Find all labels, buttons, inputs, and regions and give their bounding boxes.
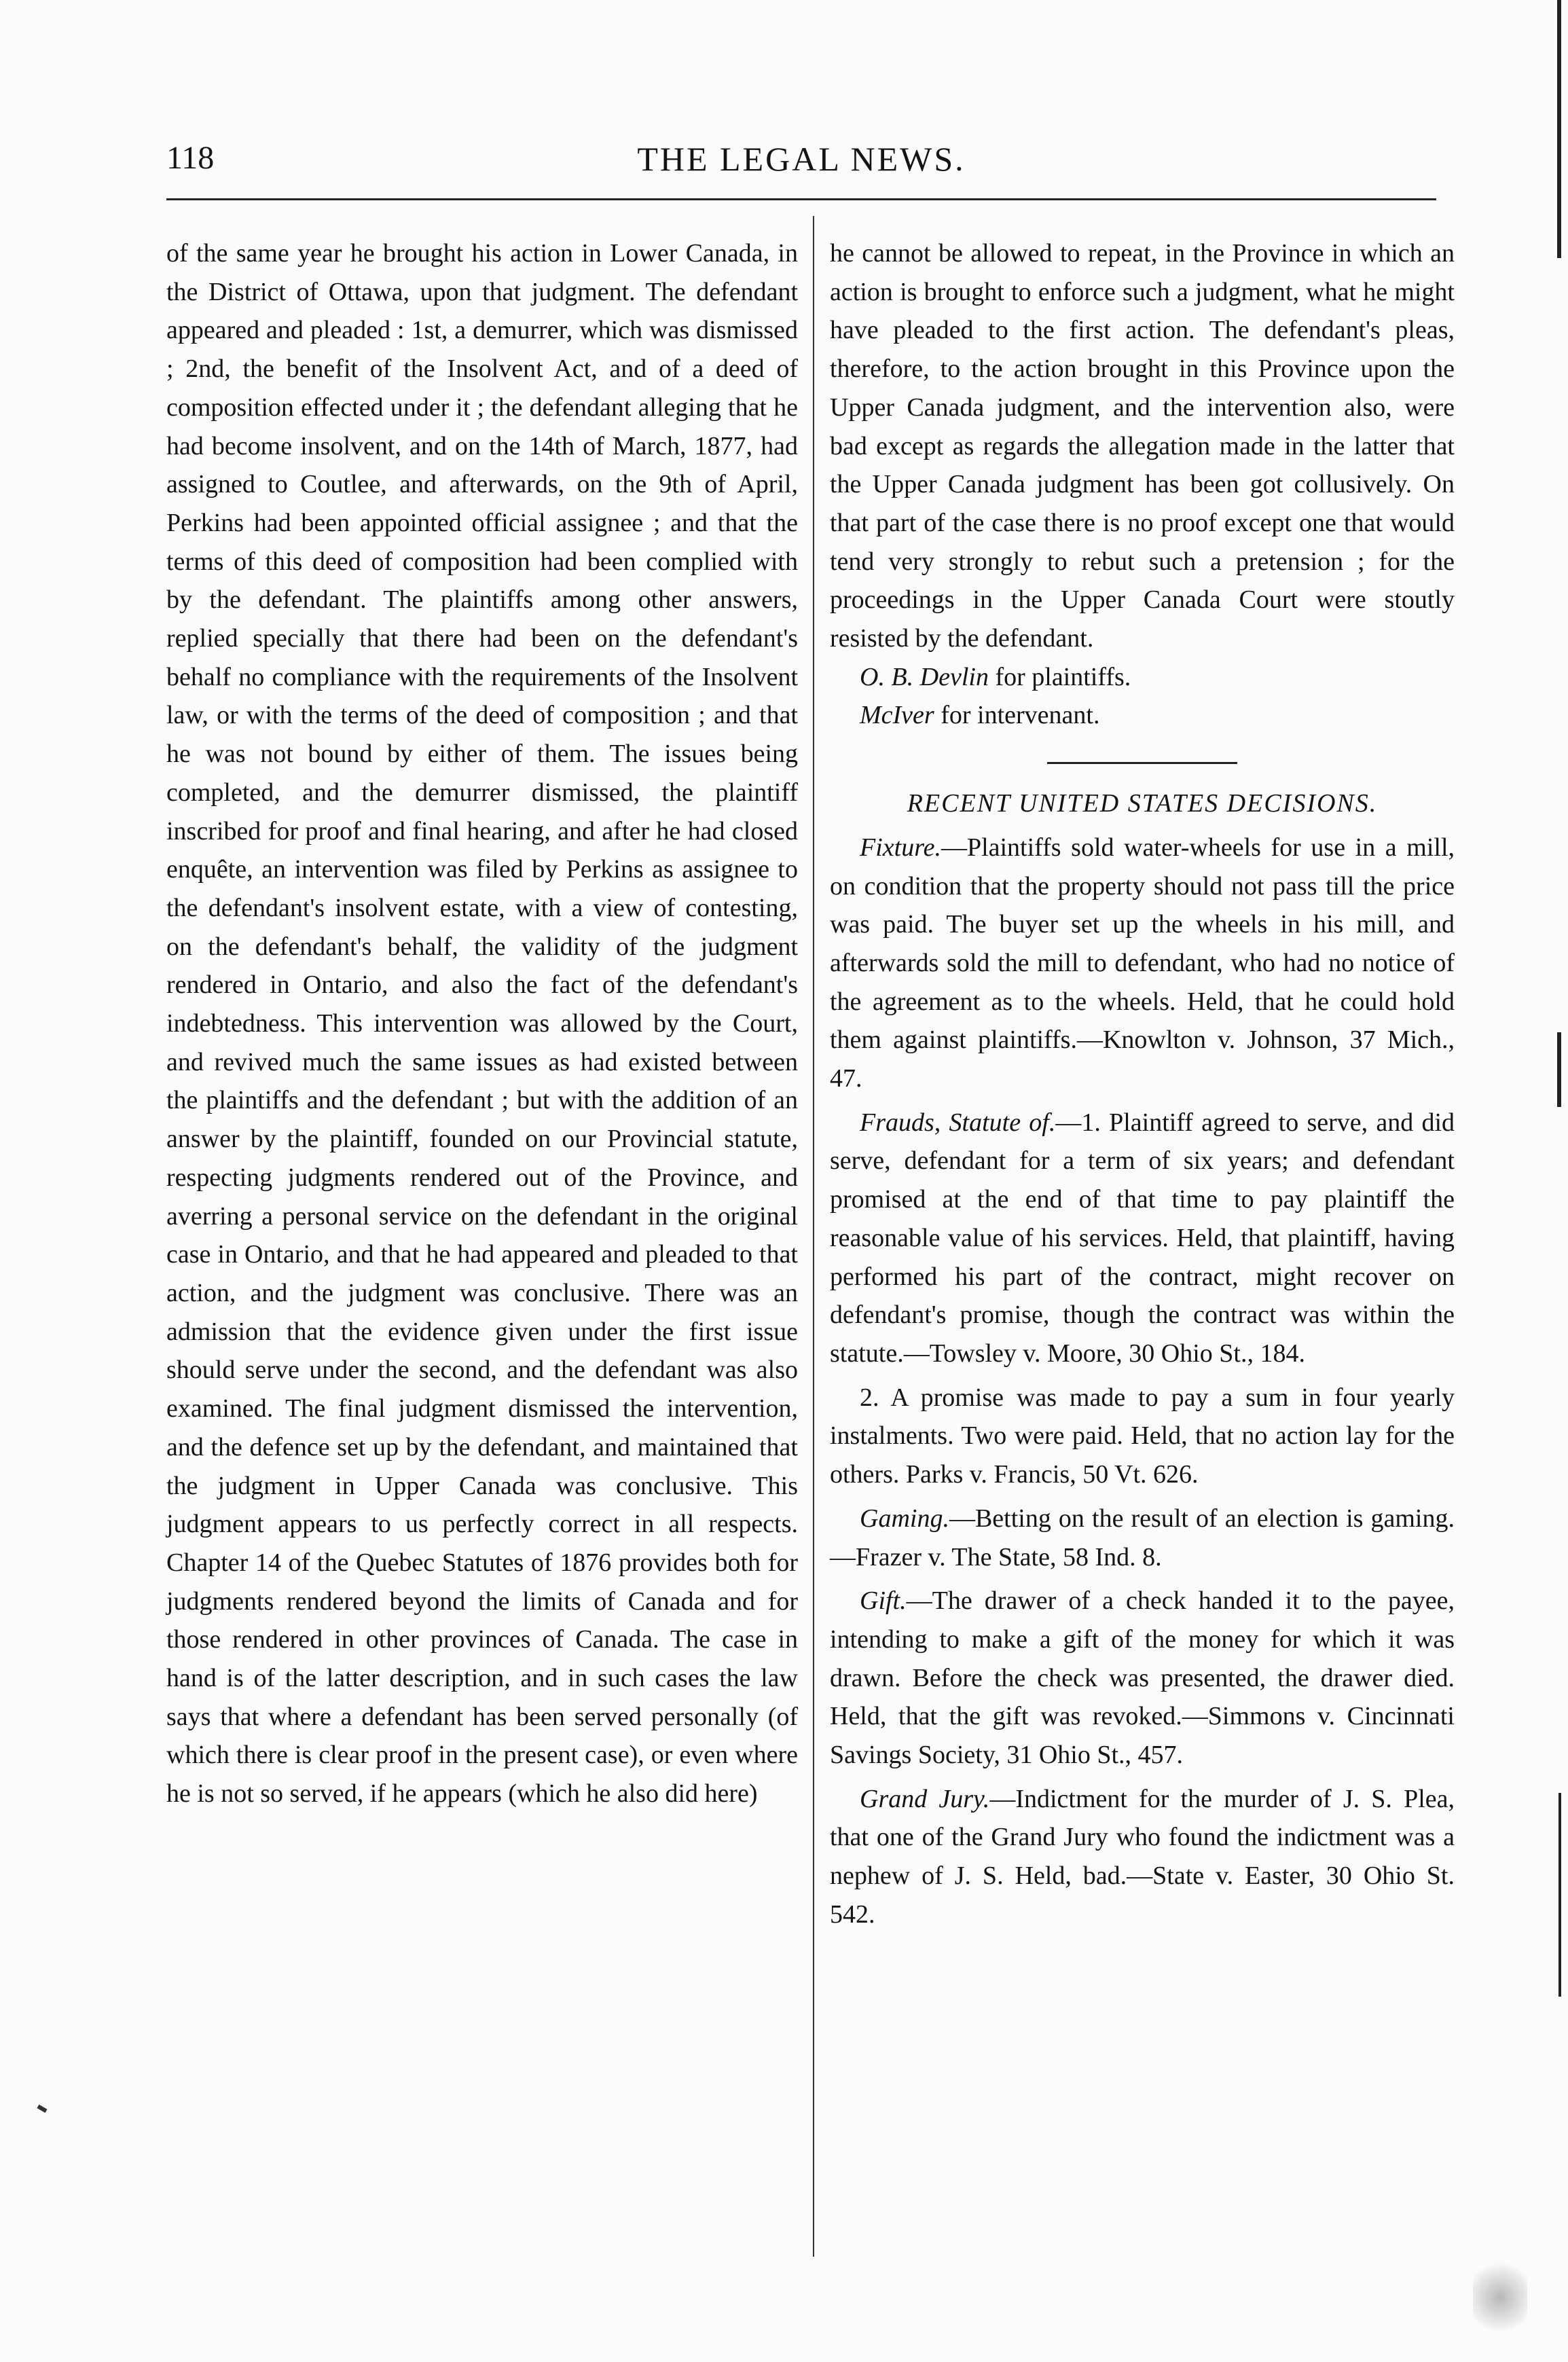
section-heading: RECENT UNITED STATES DECISIONS. — [907, 789, 1378, 818]
decision-head: Grand Jury. — [860, 1784, 990, 1813]
decision-text: —Indictment for the murder of J. S. Plea, that one of the Grand Jury who found the indictment was a nephew of J. S. Held, bad.—State v. Easter, 30 Ohio St. 542. — [830, 1784, 1455, 1929]
scan-edge-mark — [1557, 0, 1561, 258]
scan-edge-mark — [1557, 1032, 1561, 1107]
decision-entry — [830, 1104, 1455, 1373]
decision-entry — [830, 1379, 1455, 1494]
right-column-intro: he cannot be allowed to repeat, in the Province in which an action is brought to enforce such a judgment, what he might have pleaded to the first action. The defendant's pleas, therefore, to the action brought in this Province upon the Upper Canada judgment, and the intervention also, were bad except as regards the allegation made in the latter that the Upper Canada judgment has been got collusively. On that part of the case there is no proof except one that would tend very strongly to rebut such a pretension ; for the proceedings in the Upper Canada Court were stoutly resisted by the defendant. — [830, 239, 1455, 653]
decision-text: —Betting on the result of an election is gaming.—Frazer v. The State, 58 Ind. 8. — [830, 1504, 1455, 1571]
left-column-text: of the same year he brought his action in Lower Canada, in the District of Ottawa, upon that judgment. The defendant appeared and pleaded : 1st, a demurrer, which was dismissed ; 2nd, the benefit of the Insolvent Act, and of a deed of composition effected under it ; the defendant alleging that he had become insolvent, and on the 14th of March, 1877, had assigned to Coutlee, and afterwards, on the 9th of April, Perkins had been appointed official assignee ; and that the terms of this deed of composition had been complied with by the defendant. The plaintiffs among other answers, replied specially that there had been on the defendant's behalf no compliance with the requirements of the Insolvent law, or with the terms of the deed of composition ; and that he was not bound by either of them. The issues being completed, and the demurrer dismissed, the plaintiff inscribed for proof and final hearing, and after he had closed enquête, an intervention was filed by Perkins as assignee to the defendant's insolvent estate, with a view of contesting, on the defendant's behalf, the validity of the judgment rendered in Ontario, and also the fact of the defendant's indebtedness. This intervention was allowed by the Court, and revived much the same issues as had existed between the plaintiffs and the defendant ; but with the addition of an answer by the plaintiff, founded on our Provincial statute, respecting judgments rendered out of the Province, and averring a personal service on the defendant in the original case in Ontario, and that he had appeared and pleaded to that action, and the judgment was conclusive. There was an admission that the evidence given under the first issue should serve under the second, and the defendant was also examined. The final judgment dismissed the intervention, and the defence set up by the defendant, and maintained that the judgment in Upper Canada was conclusive. This judgment appears to us perfectly correct in all respects. Chapter 14 of the Quebec Statutes of 1876 provides both for judgments rendered beyond the limits of Canada and for those rendered in other provinces of Canada. The case in hand is of the latter description, and in such cases the law says that where a defendant has been served personally (of which there is clear proof in the present case), or even where he is not so served, if he appears (which he also did here) — [166, 239, 798, 1809]
scan-speck — [37, 2105, 47, 2113]
left-column — [166, 234, 798, 1813]
counsel-line-2 — [830, 696, 1455, 735]
journal-title: THE LEGAL NEWS. — [637, 140, 966, 178]
decision-entry — [830, 1582, 1455, 1775]
decision-text: —Plaintiffs sold water-wheels for use in a mill, on condition that the property should not pass till the price was paid. The buyer set up the wheels in his mill, and afterwards sold the mill to defendant, who had no notice of the agreement as to the wheels. Held, that he could hold them against plaintiffs.—Knowlton v. Johnson, 37 Mich., 47. — [830, 833, 1455, 1093]
scan-smudge — [1473, 2260, 1527, 2335]
decision-head: Gift. — [860, 1586, 907, 1616]
decision-entry — [830, 1780, 1455, 1934]
section-rule — [1047, 762, 1237, 764]
decision-text: —The drawer of a check handed it to the payee, intending to make a gift of the money for which it was drawn. Before the check was presented, the drawer died. Held, that the gift was revoked.—Simmons v. Cincinnati Savings Society, 31 Ohio St., 457. — [830, 1586, 1455, 1770]
page-number: 118 — [166, 140, 215, 176]
scan-edge-mark — [1558, 1793, 1561, 1997]
decision-text: —1. Plaintiff agreed to serve, and did serve, defendant for a term of six years; and defendant promised at the end of that time to pay plaintiff the reasonable value of his services. Held, that plaintiff, having performed his part of the contract, might recover on defendant's promise, though the contract was within the statute.—Towsley v. Moore, 30 Ohio St., 184. — [830, 1108, 1455, 1368]
counsel-2-name: McIver — [860, 701, 934, 730]
header-rule — [166, 198, 1436, 200]
decision-head: Gaming. — [860, 1504, 949, 1533]
decision-text: 2. A promise was made to pay a sum in four yearly instalments. Two were paid. Held, that no action lay for the others. Parks v. Francis, 50 Vt. 626. — [830, 1383, 1455, 1489]
counsel-1-name: O. B. Devlin — [860, 662, 989, 691]
counsel-2-text: for intervenant. — [934, 701, 1100, 730]
right-column — [830, 234, 1455, 1934]
page-header — [166, 139, 1436, 187]
column-divider — [813, 216, 814, 2257]
counsel-line-1 — [830, 658, 1455, 697]
decision-entry — [830, 829, 1455, 1098]
decision-head: Frauds, Statute of. — [860, 1108, 1056, 1137]
counsel-1-text: for plaintiffs. — [988, 662, 1131, 691]
decision-entry — [830, 1500, 1455, 1576]
decision-head: Fixture. — [860, 833, 941, 862]
